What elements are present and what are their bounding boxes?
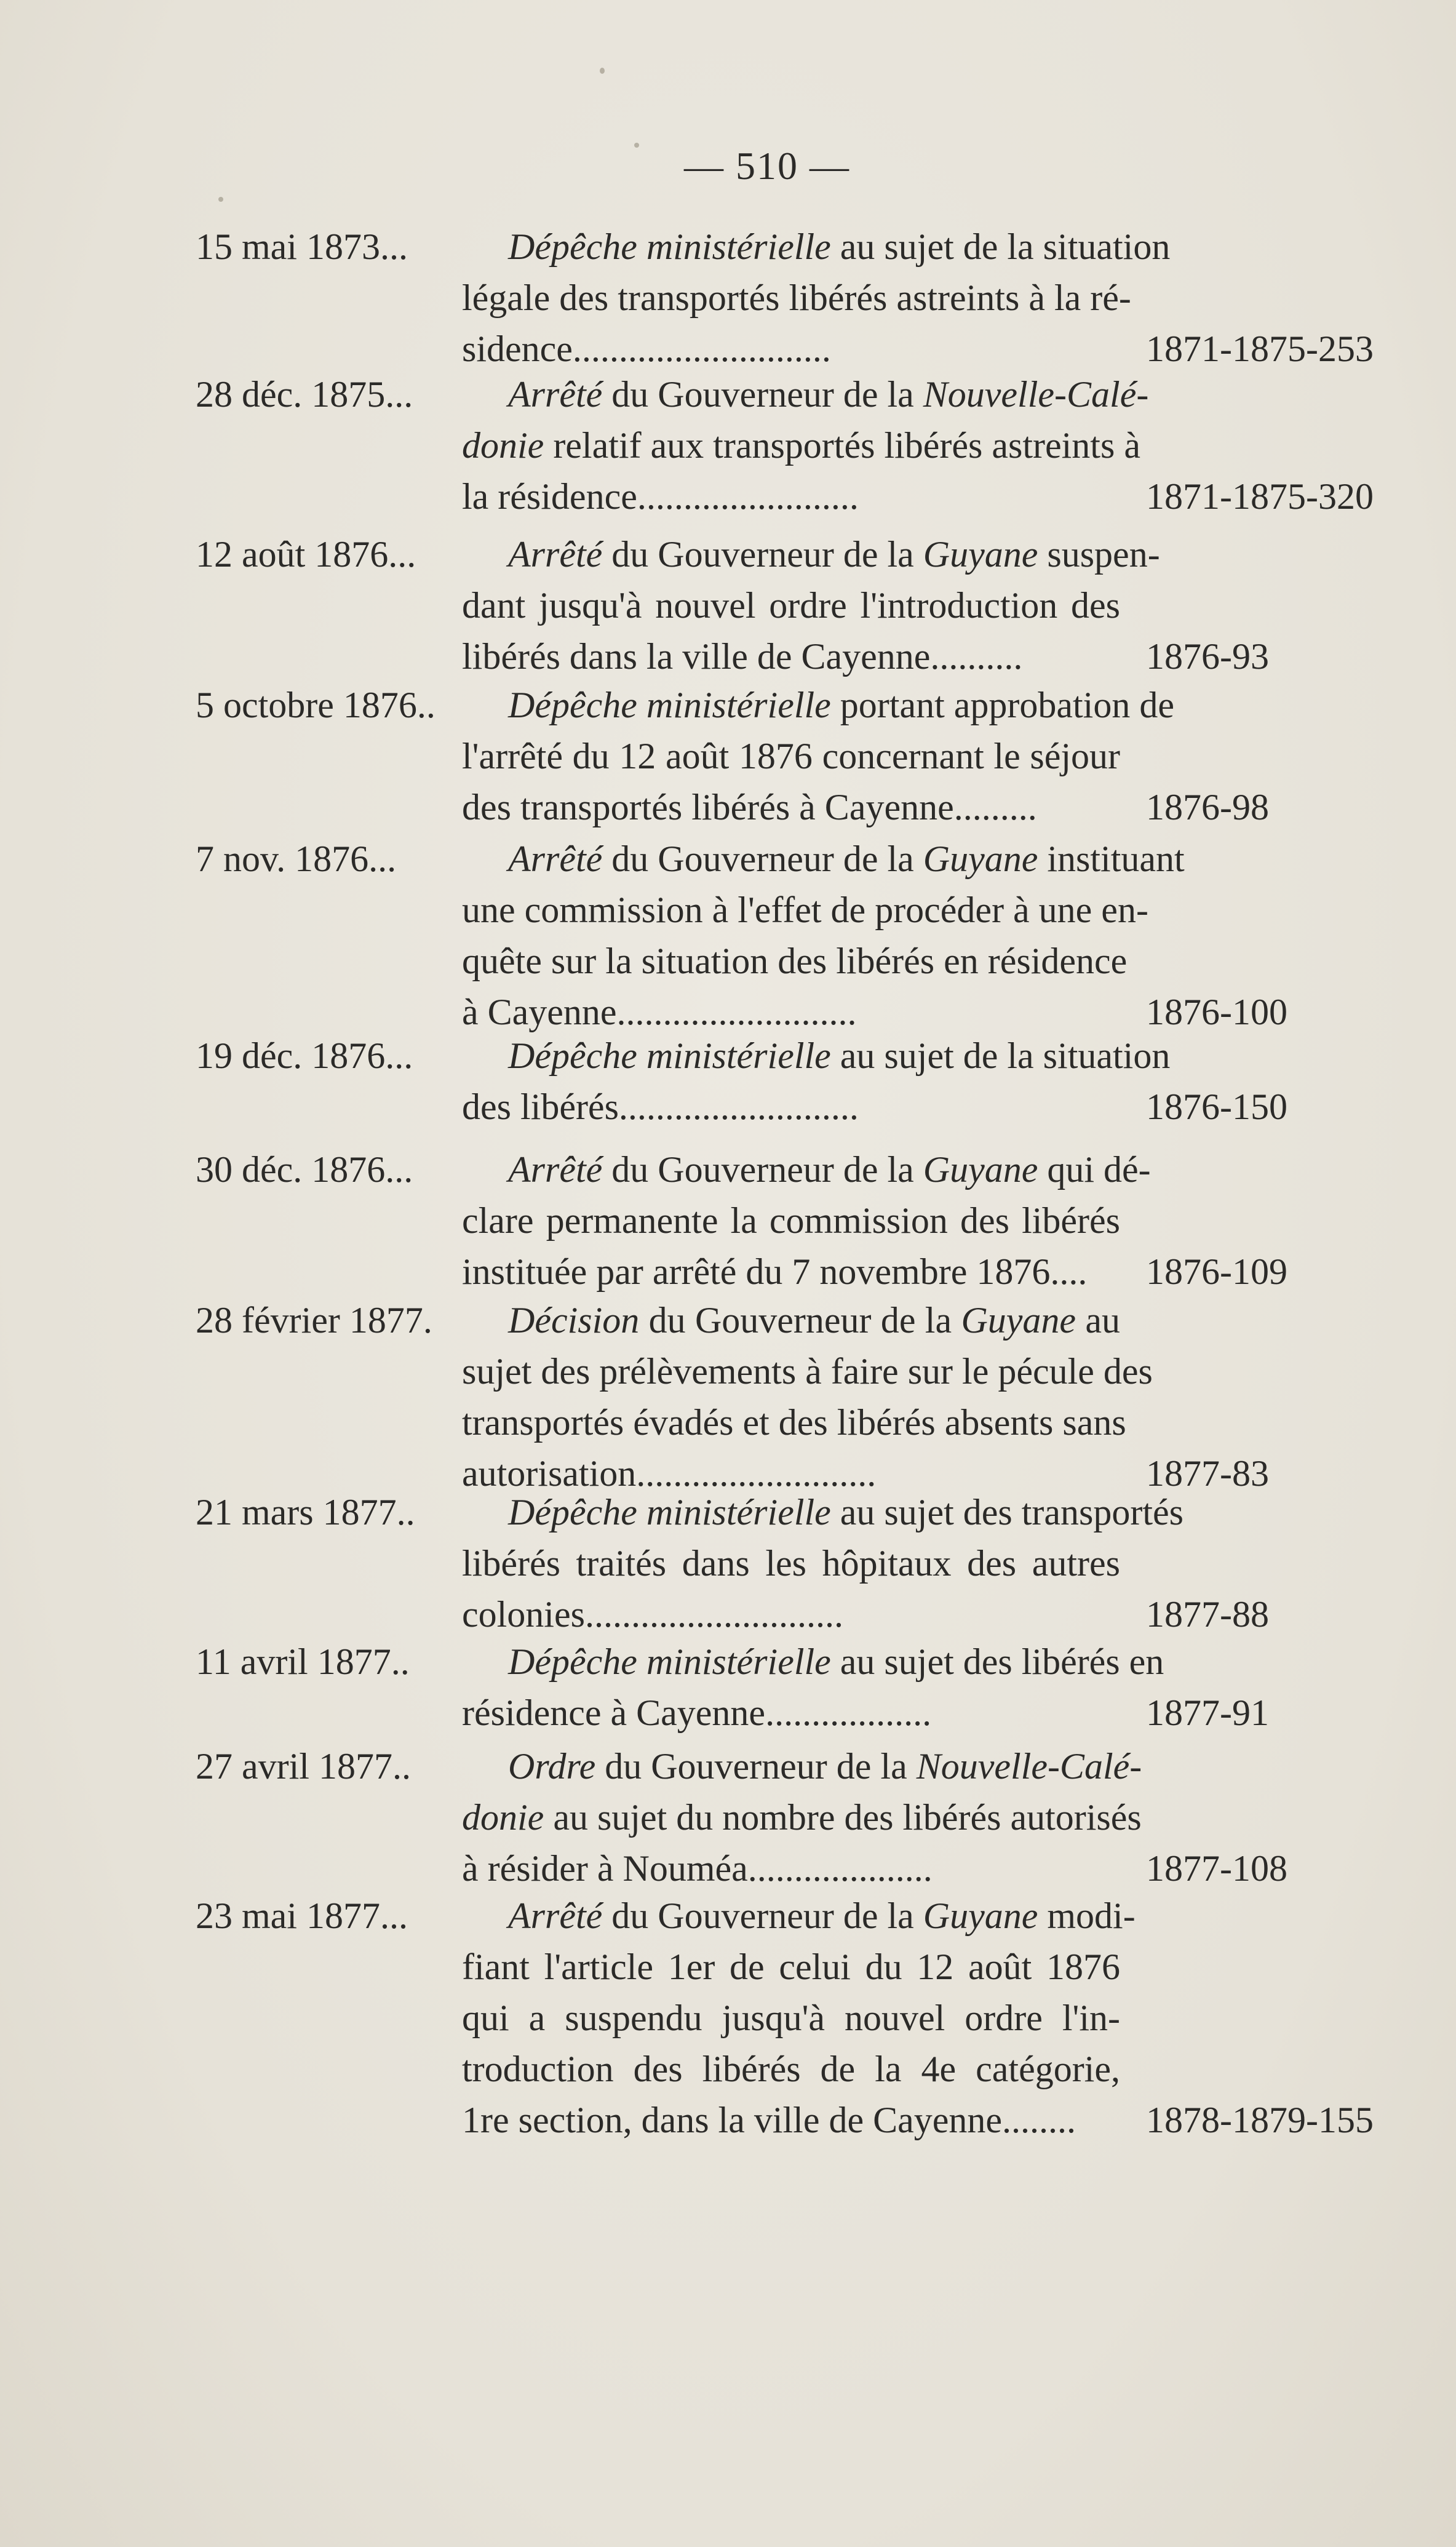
ink-speck bbox=[600, 68, 605, 74]
italic-term: Nouvelle-Calé- bbox=[923, 374, 1149, 415]
text-segment: colonies............................ bbox=[462, 1594, 843, 1635]
text-segment: à Cayenne.......................... bbox=[462, 992, 857, 1032]
description-line bbox=[462, 273, 1131, 324]
entry-date: 30 déc. 1876... bbox=[196, 1149, 413, 1190]
entry-date: 27 avril 1877.. bbox=[196, 1746, 411, 1787]
text-segment: quête sur la situation des libérés en résidence bbox=[462, 941, 1128, 981]
text-segment: libérés dans la ville de Cayenne.......... bbox=[462, 636, 1023, 677]
entry-description bbox=[462, 1891, 1136, 2146]
text-segment: relatif aux transportés libérés astreints à bbox=[544, 425, 1140, 466]
entry-reference: 1871-1875-320 bbox=[1146, 476, 1374, 517]
italic-term: Guyane bbox=[923, 534, 1038, 575]
text-segment: des transportés libérés à Cayenne......... bbox=[462, 787, 1037, 827]
description-line bbox=[462, 471, 1120, 522]
text-segment: au sujet de la situation bbox=[830, 1035, 1171, 1076]
page-number: — 510 — bbox=[684, 144, 850, 188]
index-entry bbox=[196, 834, 1383, 1038]
italic-term: Guyane bbox=[961, 1300, 1076, 1341]
description-line bbox=[462, 1082, 1120, 1133]
text-segment: résidence à Cayenne.................. bbox=[462, 1692, 932, 1733]
entry-description bbox=[462, 1295, 1153, 1499]
entry-description bbox=[462, 1030, 1171, 1133]
italic-term: Arrêté bbox=[508, 374, 603, 415]
text-segment: au sujet de la situation bbox=[830, 226, 1171, 267]
description-line bbox=[462, 2095, 1120, 2146]
index-entry bbox=[196, 1144, 1383, 1297]
entry-description bbox=[462, 369, 1149, 522]
description-line bbox=[462, 1144, 1151, 1195]
text-segment: libérés traités dans les hôpitaux des autres bbox=[462, 1543, 1120, 1584]
text-segment: transportés évadés et des libérés absents sans bbox=[462, 1402, 1126, 1443]
description-line bbox=[462, 324, 1120, 375]
entry-reference: 1876-98 bbox=[1146, 787, 1269, 827]
italic-term: Dépêche ministérielle bbox=[508, 1492, 831, 1533]
index-entry bbox=[196, 369, 1383, 522]
italic-term: Dépêche ministérielle bbox=[508, 1035, 831, 1076]
description-line bbox=[462, 631, 1120, 682]
text-segment: du Gouverneur de la bbox=[602, 1895, 923, 1936]
text-segment: 1re section, dans la ville de Cayenne........ bbox=[462, 2100, 1076, 2140]
index-entry bbox=[196, 1891, 1383, 2146]
index-entry bbox=[196, 1030, 1383, 1133]
italic-term: Nouvelle-Calé- bbox=[916, 1746, 1142, 1787]
entry-description bbox=[462, 680, 1174, 833]
index-entry bbox=[196, 1636, 1383, 1739]
text-segment: qui dé- bbox=[1038, 1149, 1151, 1190]
italic-term: Arrêté bbox=[508, 1149, 603, 1190]
italic-term: donie bbox=[462, 425, 544, 466]
entry-description bbox=[462, 1636, 1164, 1739]
entry-reference: 1871-1875-253 bbox=[1146, 329, 1374, 369]
italic-term: donie bbox=[462, 1797, 544, 1838]
entry-reference: 1877-83 bbox=[1146, 1453, 1269, 1494]
entry-date: 19 déc. 1876... bbox=[196, 1035, 413, 1076]
italic-term: Ordre bbox=[508, 1746, 596, 1787]
description-line bbox=[462, 885, 1148, 936]
entry-reference: 1877-88 bbox=[1146, 1594, 1269, 1635]
entry-date: 28 février 1877. bbox=[196, 1300, 432, 1341]
text-segment: instituant bbox=[1038, 839, 1185, 879]
description-line bbox=[462, 1295, 1120, 1346]
index-entry bbox=[196, 1741, 1383, 1894]
description-line bbox=[462, 1397, 1126, 1448]
description-line bbox=[462, 1195, 1120, 1246]
text-segment: portant approbation de bbox=[830, 685, 1174, 725]
description-line bbox=[462, 1942, 1120, 1993]
entry-reference: 1876-100 bbox=[1146, 992, 1287, 1032]
description-line bbox=[462, 1792, 1142, 1843]
entry-date: 12 août 1876... bbox=[196, 534, 416, 575]
description-line bbox=[462, 1030, 1171, 1082]
index-entry bbox=[196, 680, 1383, 833]
description-line bbox=[462, 1538, 1120, 1589]
text-segment: à résider à Nouméa.................... bbox=[462, 1848, 933, 1889]
description-line bbox=[462, 580, 1120, 631]
italic-term: Décision bbox=[508, 1300, 640, 1341]
description-line bbox=[462, 680, 1174, 731]
index-entry bbox=[196, 1487, 1383, 1640]
text-segment: du Gouverneur de la bbox=[602, 374, 923, 415]
entry-reference: 1876-109 bbox=[1146, 1251, 1287, 1292]
text-segment: dant jusqu'à nouvel ordre l'introduction des bbox=[462, 585, 1120, 626]
text-segment: une commission à l'effet de procéder à une en- bbox=[462, 890, 1148, 930]
text-segment: la résidence........................ bbox=[462, 476, 859, 517]
description-line bbox=[462, 1246, 1120, 1297]
entry-reference: 1878-1879-155 bbox=[1146, 2100, 1374, 2140]
text-segment: au sujet des transportés bbox=[830, 1492, 1183, 1533]
index-entry bbox=[196, 529, 1383, 682]
entry-date: 15 mai 1873... bbox=[196, 226, 408, 267]
text-segment: troduction des libérés de la 4e catégorie, bbox=[462, 2049, 1120, 2089]
description-line bbox=[462, 1843, 1120, 1894]
entry-date: 5 octobre 1876.. bbox=[196, 685, 436, 725]
description-line bbox=[462, 1589, 1120, 1640]
entry-description bbox=[462, 834, 1185, 1038]
description-line bbox=[462, 529, 1160, 580]
description-line bbox=[462, 221, 1171, 273]
ink-speck bbox=[634, 143, 639, 148]
text-segment: suspen- bbox=[1038, 534, 1160, 575]
description-line bbox=[462, 1346, 1153, 1397]
description-line bbox=[462, 1487, 1183, 1538]
description-line bbox=[462, 834, 1185, 885]
italic-term: Guyane bbox=[923, 839, 1038, 879]
text-segment: au bbox=[1076, 1300, 1120, 1341]
entry-description bbox=[462, 529, 1160, 682]
italic-term: Dépêche ministérielle bbox=[508, 1641, 831, 1682]
text-segment: sujet des prélèvements à faire sur le pécule des bbox=[462, 1351, 1153, 1392]
text-segment: du Gouverneur de la bbox=[602, 839, 923, 879]
text-segment: du Gouverneur de la bbox=[595, 1746, 917, 1787]
entry-date: 11 avril 1877.. bbox=[196, 1641, 410, 1682]
italic-term: Dépêche ministérielle bbox=[508, 226, 831, 267]
index-entry bbox=[196, 221, 1383, 375]
description-line bbox=[462, 2044, 1120, 2095]
text-segment: au sujet du nombre des libérés autorisés bbox=[544, 1797, 1142, 1838]
text-segment: sidence............................ bbox=[462, 329, 831, 369]
text-segment: qui a suspendu jusqu'à nouvel ordre l'in- bbox=[462, 1998, 1120, 2038]
entry-date: 7 nov. 1876... bbox=[196, 839, 397, 879]
text-segment: fiant l'article 1er de celui du 12 août 1876 bbox=[462, 1947, 1120, 1987]
description-line bbox=[462, 1636, 1164, 1688]
description-line bbox=[462, 1741, 1142, 1792]
text-segment: légale des transportés libérés astreints à la ré- bbox=[462, 277, 1131, 318]
entry-reference: 1876-93 bbox=[1146, 636, 1269, 677]
description-line bbox=[462, 1993, 1120, 2044]
text-segment: clare permanente la commission des libérés bbox=[462, 1200, 1120, 1241]
ink-speck bbox=[218, 197, 223, 202]
italic-term: Arrêté bbox=[508, 1895, 603, 1936]
text-segment: du Gouverneur de la bbox=[639, 1300, 961, 1341]
description-line bbox=[462, 1891, 1136, 1942]
description-line bbox=[462, 936, 1128, 987]
entry-date: 21 mars 1877.. bbox=[196, 1492, 415, 1533]
entry-reference: 1877-108 bbox=[1146, 1848, 1287, 1889]
entry-description bbox=[462, 1487, 1183, 1640]
description-line bbox=[462, 731, 1120, 782]
text-segment: du Gouverneur de la bbox=[602, 1149, 923, 1190]
italic-term: Guyane bbox=[923, 1895, 1038, 1936]
italic-term: Dépêche ministérielle bbox=[508, 685, 831, 725]
text-segment: modi- bbox=[1038, 1895, 1136, 1936]
italic-term: Arrêté bbox=[508, 534, 603, 575]
entry-description bbox=[462, 1144, 1151, 1297]
entry-date: 23 mai 1877... bbox=[196, 1895, 408, 1936]
entry-date: 28 déc. 1875... bbox=[196, 374, 413, 415]
text-segment: des libérés.......................... bbox=[462, 1086, 859, 1127]
description-line bbox=[462, 420, 1140, 471]
text-segment: instituée par arrêté du 7 novembre 1876.... bbox=[462, 1251, 1088, 1292]
entry-description bbox=[462, 1741, 1142, 1894]
italic-term: Arrêté bbox=[508, 839, 603, 879]
description-line bbox=[462, 782, 1120, 833]
description-line bbox=[462, 369, 1149, 420]
entry-description bbox=[462, 221, 1171, 375]
index-entry bbox=[196, 1295, 1383, 1499]
entry-reference: 1876-150 bbox=[1146, 1086, 1287, 1127]
text-segment: du Gouverneur de la bbox=[602, 534, 923, 575]
text-segment: l'arrêté du 12 août 1876 concernant le séjour bbox=[462, 736, 1120, 776]
description-line bbox=[462, 1688, 1120, 1739]
entry-reference: 1877-91 bbox=[1146, 1692, 1269, 1733]
text-segment: au sujet des libérés en bbox=[830, 1641, 1164, 1682]
italic-term: Guyane bbox=[923, 1149, 1038, 1190]
text-segment: autorisation.......................... bbox=[462, 1453, 877, 1494]
